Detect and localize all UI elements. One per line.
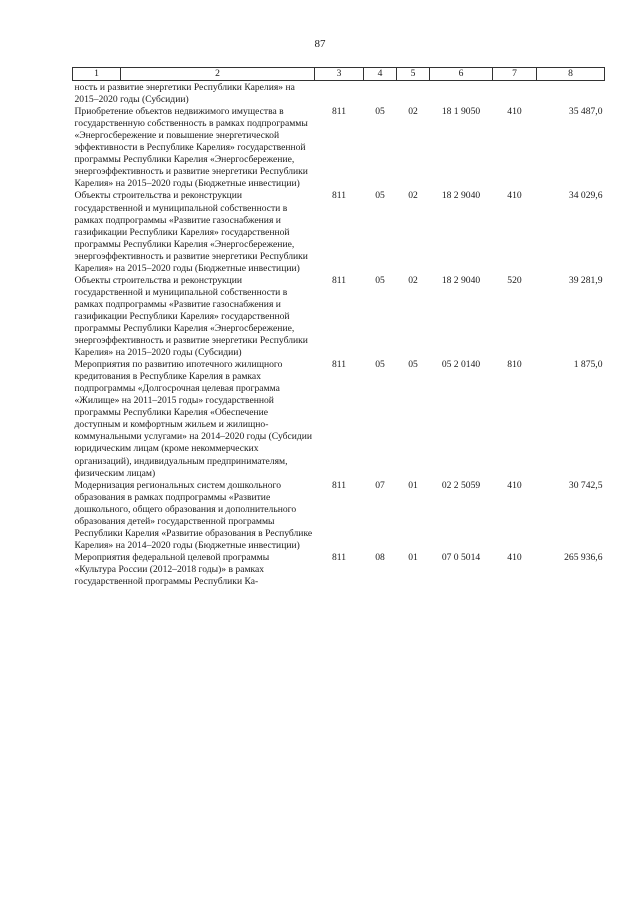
header-col-2: 2 — [121, 68, 315, 81]
table-row — [73, 359, 605, 479]
row-code-section: 05 — [375, 190, 385, 202]
row-amount: 30 742,5 — [568, 479, 603, 491]
row-code-section: 05 — [375, 359, 385, 371]
row-name: Приобретение объектов недвижимого имущества в государственную собственность в рамках подпрограммы «Энергосбережение и повышение энергетической эффективности в Республике Карелия» государственной программы Республики Карелия «Энергосбережение, энергоэффективность и развитие энергетики Республики Карелия» на 2015–2020 годы (Бюджетные инвестиции) — [74, 106, 308, 190]
page-number: 87 — [314, 38, 326, 50]
header-col-3: 3 — [315, 68, 364, 81]
row-name: Модернизация региональных систем дошкольного образования в рамках подпрограммы «Развитие дошкольного, общего образования и дополнительного образования детей» государственной программы Республики Карелия «Развитие образования в Республике Карелия» на 2014–2020 годы (Бюджетные инвестиции) — [74, 479, 313, 551]
table-row — [73, 190, 605, 274]
table-row — [73, 106, 605, 190]
row-code-type: 410 — [507, 106, 522, 118]
row-code-subsection: 05 — [408, 359, 418, 371]
row-amount: 1 875,0 — [573, 359, 603, 371]
header-col-6: 6 — [430, 68, 493, 81]
row-code-section: 08 — [375, 551, 385, 563]
row-code-admin: 811 — [331, 190, 347, 202]
row-amount: 39 281,9 — [568, 274, 603, 286]
row-code-target: 07 0 5014 — [441, 551, 481, 563]
row-code-target: 18 2 9040 — [441, 190, 481, 202]
row-code-type: 410 — [507, 190, 522, 202]
row-name: Мероприятия федеральной целевой программы «Культура России (2012–2018 годы)» в рамках государственной программы Республики Ка- — [74, 551, 270, 587]
row-code-subsection: 01 — [408, 479, 418, 491]
row-code-subsection: 02 — [408, 190, 418, 202]
table-row — [73, 275, 605, 359]
row-code-admin: 811 — [331, 106, 347, 118]
row-code-target: 18 2 9040 — [441, 274, 481, 286]
row-code-admin: 811 — [331, 551, 347, 563]
row-code-type: 410 — [507, 479, 522, 491]
header-row — [73, 68, 605, 81]
row-amount: 34 029,6 — [568, 190, 603, 202]
row-name: Объекты строительства и реконструкции государственной и муниципальной собственности в рамках подпрограммы «Развитие газоснабжения и газификации Республики Карелия» государственной программы Республики Карелия «Энергосбережение, энергоэффективность и развитие энергетики Республики Карелия» на 2015–2020 годы (Бюджетные инвестиции) — [74, 190, 308, 274]
row-code-type: 810 — [507, 359, 522, 371]
table-row — [73, 480, 605, 552]
row-code-section: 05 — [375, 106, 385, 118]
row-code-type: 520 — [507, 274, 522, 286]
continuation-text: ность и развитие энергетики Республики Карелия» на 2015–2020 годы (Субсидии) — [74, 82, 295, 106]
row-code-target: 05 2 0140 — [441, 359, 481, 371]
row-code-type: 410 — [507, 551, 522, 563]
header-col-5: 5 — [397, 68, 430, 81]
header-col-4: 4 — [364, 68, 397, 81]
row-code-target: 02 2 5059 — [441, 479, 481, 491]
row-code-subsection: 02 — [408, 106, 418, 118]
row-amount: 35 487,0 — [568, 106, 603, 118]
row-amount: 265 936,6 — [564, 551, 603, 563]
row-code-admin: 811 — [331, 274, 347, 286]
row-name: Объекты строительства и реконструкции государственной и муниципальной собственности в рамках подпрограммы «Развитие газоснабжения и газификации Республики Карелия» государственной программы Республики Карелия «Энергосбережение, энергоэффективность и развитие энергетики Республики Карелия» на 2015–2020 годы (Субсидии) — [74, 274, 308, 359]
row-code-section: 05 — [375, 274, 385, 286]
row-name: Мероприятия по развитию ипотечного жилищного кредитования в Республике Карелия в рамках подпрограммы «Долгосрочная целевая программа «Жилище» на 2011–2015 годы» государственной программы Республики Карелия «Обеспечение доступным и комфортным жильем и жилищно-коммунальными услугами» на 2014–2020 годы (Субсидии юридическим лицам (кроме некоммерческих организаций), индивидуальным предпринимателям, физическим лицам) — [74, 359, 313, 479]
row-code-target: 18 1 9050 — [441, 106, 481, 118]
budget-table — [72, 67, 605, 588]
row-code-section: 07 — [375, 479, 385, 491]
row-code-subsection: 01 — [408, 551, 418, 563]
header-col-8: 8 — [537, 68, 605, 81]
row-code-admin: 811 — [331, 479, 347, 491]
continuation-row — [73, 81, 605, 107]
row-code-admin: 811 — [331, 359, 347, 371]
table-row — [73, 552, 605, 588]
header-col-7: 7 — [493, 68, 537, 81]
row-code-subsection: 02 — [408, 274, 418, 286]
header-col-1: 1 — [73, 68, 121, 81]
